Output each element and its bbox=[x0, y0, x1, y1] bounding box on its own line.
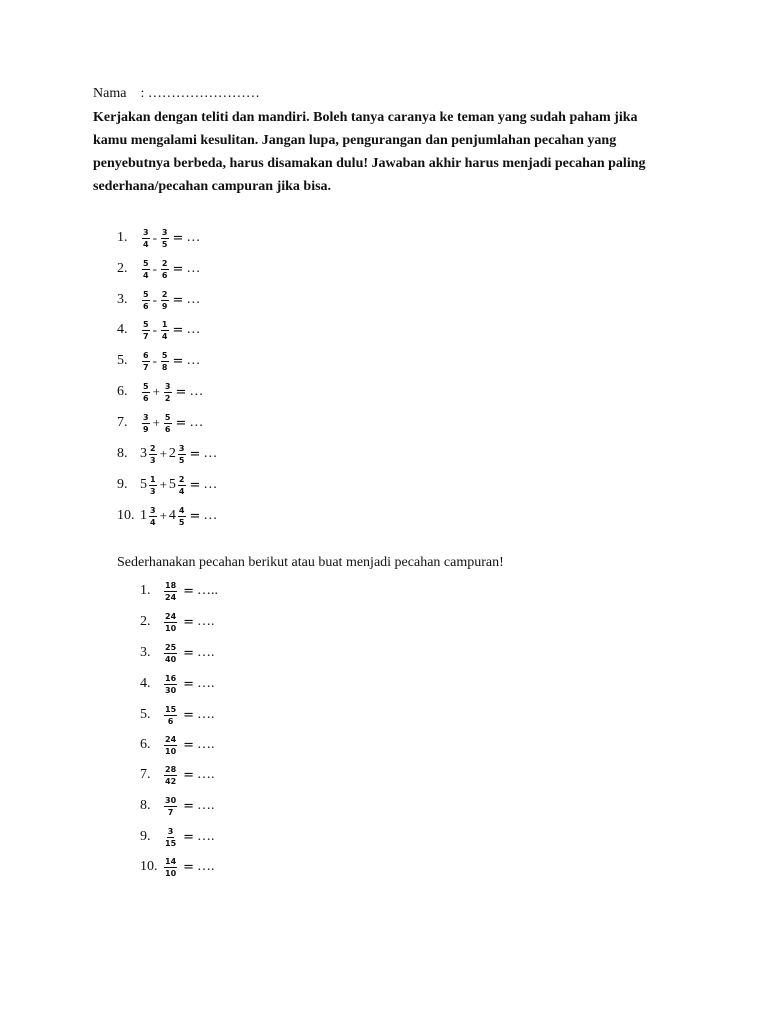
fraction bbox=[164, 705, 177, 726]
denominator: 15 bbox=[165, 838, 177, 848]
equals-sign: = bbox=[183, 645, 195, 661]
fraction bbox=[164, 643, 177, 664]
answer-blank: …. bbox=[197, 707, 215, 722]
answer-blank: …. bbox=[197, 767, 215, 782]
equals-sign: = bbox=[175, 415, 187, 431]
denominator: 5 bbox=[161, 239, 168, 249]
equals-sign: = bbox=[183, 859, 195, 875]
problem-2-8 bbox=[140, 794, 215, 818]
answer-blank: … bbox=[203, 477, 218, 492]
numerator: 3 bbox=[143, 227, 149, 237]
denominator: 4 bbox=[178, 486, 185, 496]
denominator: 4 bbox=[143, 239, 149, 249]
operator: - bbox=[152, 230, 157, 245]
problem-expression bbox=[140, 413, 203, 434]
problem-2-2 bbox=[140, 610, 215, 634]
denominator: 6 bbox=[143, 393, 149, 403]
problem-2-5 bbox=[140, 703, 215, 727]
operator: + bbox=[152, 415, 160, 430]
denominator: 7 bbox=[167, 807, 174, 817]
equals-sign: = bbox=[175, 384, 187, 400]
numerator: 24 bbox=[165, 611, 177, 621]
answer-blank: … bbox=[203, 446, 218, 461]
problem-number: 3. bbox=[117, 292, 128, 307]
operator: + bbox=[152, 384, 160, 399]
denominator: 7 bbox=[143, 362, 149, 372]
fraction bbox=[178, 506, 186, 527]
problem-number: 5. bbox=[117, 353, 128, 368]
name-blank: …………………… bbox=[147, 86, 260, 101]
numerator: 6 bbox=[143, 350, 149, 360]
problem-expression bbox=[140, 320, 200, 341]
numerator: 3 bbox=[150, 505, 156, 515]
problem-1-9 bbox=[117, 473, 217, 497]
equals-sign: = bbox=[183, 829, 195, 845]
problem-2-6 bbox=[140, 733, 215, 757]
numerator: 1 bbox=[150, 474, 156, 484]
problem-number: 6. bbox=[140, 737, 151, 752]
fraction bbox=[164, 827, 177, 848]
section-2-title: Sederhanakan pecahan berikut atau buat menjadi pecahan campuran! bbox=[117, 555, 504, 570]
numerator: 5 bbox=[143, 319, 149, 329]
problem-2-4 bbox=[140, 672, 215, 696]
equals-sign: = bbox=[183, 737, 195, 753]
answer-blank: … bbox=[186, 230, 201, 245]
fraction bbox=[164, 581, 177, 602]
fraction bbox=[178, 475, 186, 496]
fraction bbox=[164, 674, 177, 695]
numerator: 2 bbox=[150, 443, 156, 453]
denominator: 5 bbox=[178, 517, 185, 527]
fraction bbox=[142, 382, 150, 403]
numerator: 14 bbox=[165, 856, 177, 866]
fraction bbox=[142, 228, 150, 249]
problem-expression bbox=[140, 506, 217, 527]
problem-number: 6. bbox=[117, 384, 128, 399]
equals-sign: = bbox=[183, 614, 195, 630]
fraction bbox=[142, 413, 150, 434]
numerator: 28 bbox=[165, 764, 177, 774]
equals-sign: = bbox=[172, 292, 184, 308]
operator: + bbox=[159, 508, 167, 523]
answer-blank: ….. bbox=[197, 583, 219, 598]
problem-number: 9. bbox=[140, 829, 151, 844]
answer-blank: … bbox=[189, 384, 204, 399]
problem-1-8 bbox=[117, 442, 217, 466]
numerator: 3 bbox=[164, 381, 171, 391]
fraction bbox=[164, 382, 172, 403]
fraction bbox=[149, 444, 157, 465]
equals-sign: = bbox=[189, 508, 201, 524]
numerator: 3 bbox=[178, 443, 185, 453]
numerator: 4 bbox=[178, 505, 185, 515]
problem-expression bbox=[140, 351, 200, 372]
denominator: 6 bbox=[161, 270, 168, 280]
equals-sign: = bbox=[183, 767, 195, 783]
whole-number: 5 bbox=[168, 477, 176, 492]
denominator: 10 bbox=[165, 746, 177, 756]
denominator: 4 bbox=[150, 517, 156, 527]
denominator: 8 bbox=[161, 362, 168, 372]
equals-sign: = bbox=[172, 261, 184, 277]
answer-blank: …. bbox=[197, 859, 215, 874]
answer-blank: … bbox=[203, 508, 218, 523]
answer-blank: …. bbox=[197, 676, 215, 691]
problem-number: 8. bbox=[140, 798, 151, 813]
fraction bbox=[149, 506, 157, 527]
fraction bbox=[142, 259, 150, 280]
numerator: 3 bbox=[161, 227, 168, 237]
numerator: 24 bbox=[165, 734, 177, 744]
answer-blank: …. bbox=[197, 798, 215, 813]
equals-sign: = bbox=[189, 446, 201, 462]
whole-number: 3 bbox=[140, 446, 147, 461]
problem-expression bbox=[140, 444, 217, 465]
problem-number: 10. bbox=[117, 508, 135, 523]
denominator: 7 bbox=[143, 331, 149, 341]
fraction bbox=[161, 290, 169, 311]
fraction bbox=[164, 735, 177, 756]
fraction bbox=[161, 320, 169, 341]
problem-number: 10. bbox=[140, 859, 158, 874]
denominator: 6 bbox=[143, 301, 149, 311]
answer-blank: …. bbox=[197, 737, 215, 752]
problem-1-1 bbox=[117, 226, 200, 250]
problem-1-3 bbox=[117, 288, 200, 312]
whole-number: 1 bbox=[140, 508, 147, 523]
equals-sign: = bbox=[183, 798, 195, 814]
fraction bbox=[164, 413, 172, 434]
equals-sign: = bbox=[183, 583, 195, 599]
denominator: 10 bbox=[165, 623, 177, 633]
denominator: 4 bbox=[143, 270, 149, 280]
equals-sign: = bbox=[172, 230, 184, 246]
problem-number: 8. bbox=[117, 446, 128, 461]
problem-2-9 bbox=[140, 825, 215, 849]
answer-blank: …. bbox=[197, 645, 215, 660]
instructions-text: Kerjakan dengan teliti dan mandiri. Boleh tanya caranya ke teman yang sudah paham jika kamu mengalami kesulitan. Jangan lupa, pengurangan dan penjumlahan pecahan yang penyebutnya berbeda, harus disamakan dulu! Jawaban akhir harus menjadi pecahan paling sederhana/pecahan campuran jika bisa. bbox=[93, 110, 646, 194]
equals-sign: = bbox=[189, 477, 201, 493]
problem-1-7 bbox=[117, 411, 203, 435]
problem-number: 9. bbox=[117, 477, 128, 492]
numerator: 5 bbox=[161, 350, 168, 360]
problem-number: 2. bbox=[140, 614, 151, 629]
denominator: 3 bbox=[150, 486, 156, 496]
fraction bbox=[142, 351, 150, 372]
fraction bbox=[164, 765, 177, 786]
problem-2-3 bbox=[140, 641, 215, 665]
fraction bbox=[149, 475, 157, 496]
numerator: 2 bbox=[161, 258, 168, 268]
numerator: 30 bbox=[165, 795, 177, 805]
problem-number: 7. bbox=[140, 767, 151, 782]
problem-1-10 bbox=[117, 504, 217, 528]
fraction bbox=[164, 612, 177, 633]
answer-blank: … bbox=[186, 292, 201, 307]
problem-2-7 bbox=[140, 763, 215, 787]
answer-blank: … bbox=[186, 353, 201, 368]
problem-expression bbox=[140, 228, 200, 249]
denominator: 6 bbox=[167, 716, 174, 726]
numerator: 5 bbox=[143, 258, 149, 268]
whole-number: 5 bbox=[140, 477, 147, 492]
answer-blank: …. bbox=[197, 829, 215, 844]
answer-blank: … bbox=[189, 415, 204, 430]
problem-expression bbox=[140, 382, 203, 403]
numerator: 5 bbox=[164, 412, 171, 422]
fraction bbox=[142, 290, 150, 311]
answer-blank: … bbox=[186, 261, 201, 276]
name-label: Nama bbox=[93, 86, 127, 101]
fraction bbox=[164, 857, 177, 878]
problem-number: 5. bbox=[140, 707, 151, 722]
whole-number: 2 bbox=[168, 446, 176, 461]
numerator: 15 bbox=[165, 704, 177, 714]
name-colon: : bbox=[140, 86, 145, 101]
fraction bbox=[164, 796, 177, 817]
whole-number: 4 bbox=[168, 508, 176, 523]
fraction bbox=[161, 259, 169, 280]
equals-sign: = bbox=[183, 676, 195, 692]
denominator: 5 bbox=[178, 455, 185, 465]
denominator: 10 bbox=[165, 868, 177, 878]
answer-blank: … bbox=[186, 322, 201, 337]
problem-number: 4. bbox=[140, 676, 151, 691]
denominator: 3 bbox=[150, 455, 156, 465]
denominator: 24 bbox=[165, 592, 177, 602]
fraction bbox=[161, 228, 169, 249]
problem-1-5 bbox=[117, 349, 200, 373]
numerator: 25 bbox=[165, 642, 177, 652]
problem-expression bbox=[140, 475, 217, 496]
problem-1-6 bbox=[117, 380, 203, 404]
problem-number: 1. bbox=[140, 583, 151, 598]
problem-number: 7. bbox=[117, 415, 128, 430]
problem-1-2 bbox=[117, 257, 200, 281]
name-line bbox=[93, 86, 260, 102]
numerator: 2 bbox=[178, 474, 185, 484]
operator: - bbox=[152, 292, 157, 307]
problem-2-1 bbox=[140, 579, 218, 603]
denominator: 2 bbox=[164, 393, 171, 403]
answer-blank: …. bbox=[197, 614, 215, 629]
denominator: 9 bbox=[161, 301, 168, 311]
problem-number: 4. bbox=[117, 322, 128, 337]
problem-2-10 bbox=[140, 855, 215, 879]
operator: + bbox=[159, 477, 167, 492]
problem-number: 3. bbox=[140, 645, 151, 660]
problem-1-4 bbox=[117, 318, 200, 342]
equals-sign: = bbox=[183, 707, 195, 723]
problem-number: 1. bbox=[117, 230, 128, 245]
numerator: 2 bbox=[161, 289, 168, 299]
numerator: 3 bbox=[143, 412, 149, 422]
equals-sign: = bbox=[172, 353, 184, 369]
problem-number: 2. bbox=[117, 261, 128, 276]
denominator: 9 bbox=[143, 424, 149, 434]
equals-sign: = bbox=[172, 322, 184, 338]
numerator: 16 bbox=[165, 673, 177, 683]
problem-expression bbox=[140, 259, 200, 280]
operator: - bbox=[152, 322, 157, 337]
numerator: 1 bbox=[161, 319, 168, 329]
denominator: 4 bbox=[161, 331, 168, 341]
operator: - bbox=[152, 353, 157, 368]
fraction bbox=[161, 351, 169, 372]
operator: + bbox=[159, 446, 167, 461]
denominator: 40 bbox=[165, 654, 177, 664]
denominator: 30 bbox=[165, 685, 177, 695]
numerator: 5 bbox=[143, 289, 149, 299]
denominator: 42 bbox=[165, 776, 177, 786]
fraction bbox=[178, 444, 186, 465]
operator: - bbox=[152, 261, 157, 276]
numerator: 5 bbox=[143, 381, 149, 391]
numerator: 18 bbox=[165, 580, 177, 590]
denominator: 6 bbox=[164, 424, 171, 434]
numerator: 3 bbox=[167, 826, 174, 836]
fraction bbox=[142, 320, 150, 341]
problem-expression bbox=[140, 290, 200, 311]
